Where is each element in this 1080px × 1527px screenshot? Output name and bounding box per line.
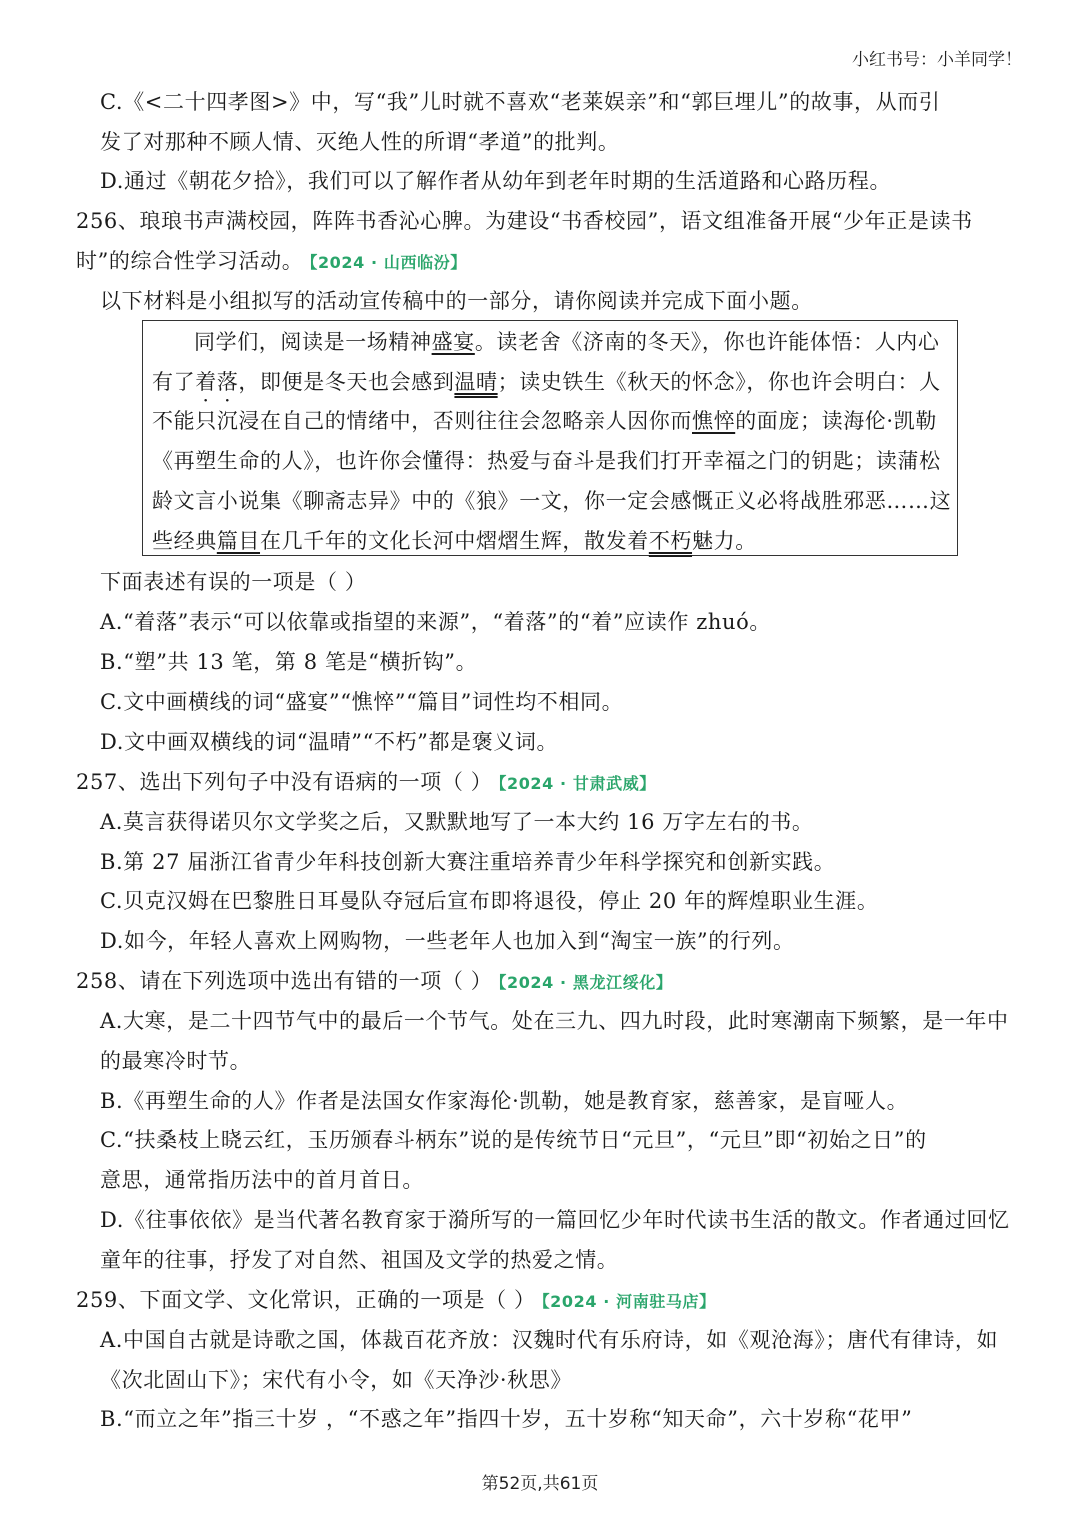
q256-option-c: C.文中画横线的词“盛宴”“憔悴”“篇目”词性均不相同。 (100, 690, 624, 714)
passage-text: 同学们，阅读是一场精神 (194, 330, 432, 354)
passage-text: 魅力。 (692, 529, 757, 553)
passage-line1 (194, 327, 940, 357)
word-luo-dotted: 落 (216, 370, 239, 394)
q258-stem-text: 258、请在下列选项中选出有错的一项（ ） (76, 969, 493, 993)
passage-text: 。读老舍《济南的冬天》，你也许能体悟：人内心 (474, 330, 940, 354)
q256-stem-text: 时”的综合性学习活动。 (76, 249, 304, 273)
passage-line4: 《再塑生命的人》，也许你会懂得：热爱与奋斗是我们打开幸福之门的钥匙；读蒲松 (152, 449, 941, 473)
passage-text: 些经典 (152, 529, 217, 553)
q256-option-a: A.“着落”表示“可以依靠或指望的来源”，“着落”的“着”应读作 zhuó。 (100, 610, 771, 634)
prev-option-c-line2: 发了对那种不顾人情、灭绝人性的所谓“孝道”的批判。 (100, 130, 620, 154)
passage-line2 (152, 367, 941, 397)
passage-text: 有了 (152, 370, 196, 394)
q258-source-tag: 【2024 · 黑龙江绥化】 (498, 973, 673, 992)
passage-text: 不能只沉浸在自己的情绪中，否则往往会忽略亲人因你而 (152, 409, 692, 433)
q258-option-c-line1: C.“扶桑枝上晓云红，玉历颁春斗柄东”说的是传统节日“元旦”，“元旦”即“初始之日”的 (100, 1128, 927, 1152)
q259-stem (76, 1285, 716, 1317)
q256-stem-line1: 256、琅琅书声满校园，阵阵书香沁心脾。为建设“书香校园”，语文组准备开展“少年正是读书 (76, 209, 973, 233)
q256-intro: 以下材料是小组拟写的活动宣传稿中的一部分，请你阅读并完成下面小题。 (100, 289, 813, 313)
q257-stem (76, 767, 656, 799)
q259-option-a-line2: 《次北固山下》；宋代有小令，如《天净沙·秋思》 (100, 1368, 572, 1392)
q256-option-b: B.“塑”共 13 笔，第 8 笔是“横折钩”。 (100, 650, 478, 674)
q258-stem (76, 966, 673, 998)
watermark: 小红书号：小羊同学！ (852, 50, 1022, 70)
word-buxiu: 不朽 (648, 529, 693, 553)
q257-option-d: D.如今，年轻人喜欢上网购物，一些老年人也加入到“淘宝一族”的行列。 (100, 929, 795, 953)
passage-text: ；读史铁生《秋天的怀念》，你也许会明白：人 (497, 370, 941, 394)
q258-option-d-line1: D.《往事依依》是当代著名教育家于漪所写的一篇回忆少年时代读书生活的散文。作者通过回忆 (100, 1208, 1010, 1232)
q259-stem-text: 259、下面文学、文化常识，正确的一项是（ ） (76, 1288, 536, 1312)
q256-stem-line2 (76, 246, 467, 278)
passage-text: 在几千年的文化长河中熠熠生辉，散发着 (260, 529, 649, 553)
word-wenqing: 温晴 (454, 370, 498, 394)
passage-text: ，即便是冬天也会感到 (238, 370, 455, 394)
q256-sub-question: 下面表述有误的一项是（ ） (100, 570, 367, 594)
q257-stem-text: 257、选出下列句子中没有语病的一项（ ） (76, 770, 493, 794)
passage-line6 (152, 526, 757, 556)
word-pianmu: 篇目 (216, 529, 261, 553)
word-zhuo-dotted: 着 (195, 370, 217, 394)
q257-source-tag: 【2024 · 甘肃武威】 (498, 774, 656, 793)
passage-line3 (152, 406, 937, 436)
q259-option-a-line1: A.中国自古就是诗歌之国，体裁百花齐放：汉魏时代有乐府诗，如《观沧海》；唐代有律诗，如 (100, 1328, 999, 1352)
q257-option-c: C.贝克汉姆在巴黎胜日耳曼队夺冠后宣布即将退役，停止 20 年的辉煌职业生涯。 (100, 889, 879, 913)
word-shengyan: 盛宴 (431, 330, 475, 354)
prev-option-d: D.通过《朝花夕拾》，我们可以了解作者从幼年到老年时期的生活道路和心路历程。 (100, 169, 892, 193)
prev-option-c-line1: C.《<二十四孝图>》中，写“我”儿时就不喜欢“老莱娱亲”和“郭巨埋儿”的故事，从而引 (100, 90, 941, 114)
q258-option-c-line2: 意思，通常指历法中的首月首日。 (100, 1168, 424, 1192)
q257-option-b: B.第 27 届浙江省青少年科技创新大赛注重培养青少年科学探究和创新实践。 (100, 850, 836, 874)
passage-text: 的面庞；读海伦·凯勒 (735, 409, 937, 433)
q258-option-a-line2: 的最寒冷时节。 (100, 1049, 252, 1073)
q258-option-a-line1: A.大寒，是二十四节气中的最后一个节气。处在三九、四九时段，此时寒潮南下频繁，是一年中 (100, 1009, 1009, 1033)
q259-source-tag: 【2024 · 河南驻马店】 (541, 1292, 716, 1311)
q259-option-b: B.“而立之年”指三十岁 ，“不惑之年”指四十岁，五十岁称“知天命”，六十岁称“花甲” (100, 1407, 913, 1431)
q256-option-d: D.文中画双横线的词“温晴”“不朽”都是褒义词。 (100, 730, 559, 754)
q256-source-tag: 【2024 · 山西临汾】 (309, 253, 467, 272)
q258-option-d-line2: 童年的往事，抒发了对自然、祖国及文学的热爱之情。 (100, 1248, 619, 1272)
word-qiaocui: 憔悴 (692, 409, 736, 433)
q258-option-b: B.《再塑生命的人》作者是法国女作家海伦·凯勒，她是教育家，慈善家，是盲哑人。 (100, 1089, 909, 1113)
passage-line5: 龄文言小说集《聊斋志异》中的《狼》一文，你一定会感慨正义必将战胜邪恶……这 (152, 489, 952, 513)
q257-option-a: A.莫言获得诺贝尔文学奖之后，又默默地写了一本大约 16 万字左右的书。 (100, 810, 814, 834)
page-number: 第52页,共61页 (481, 1474, 599, 1494)
